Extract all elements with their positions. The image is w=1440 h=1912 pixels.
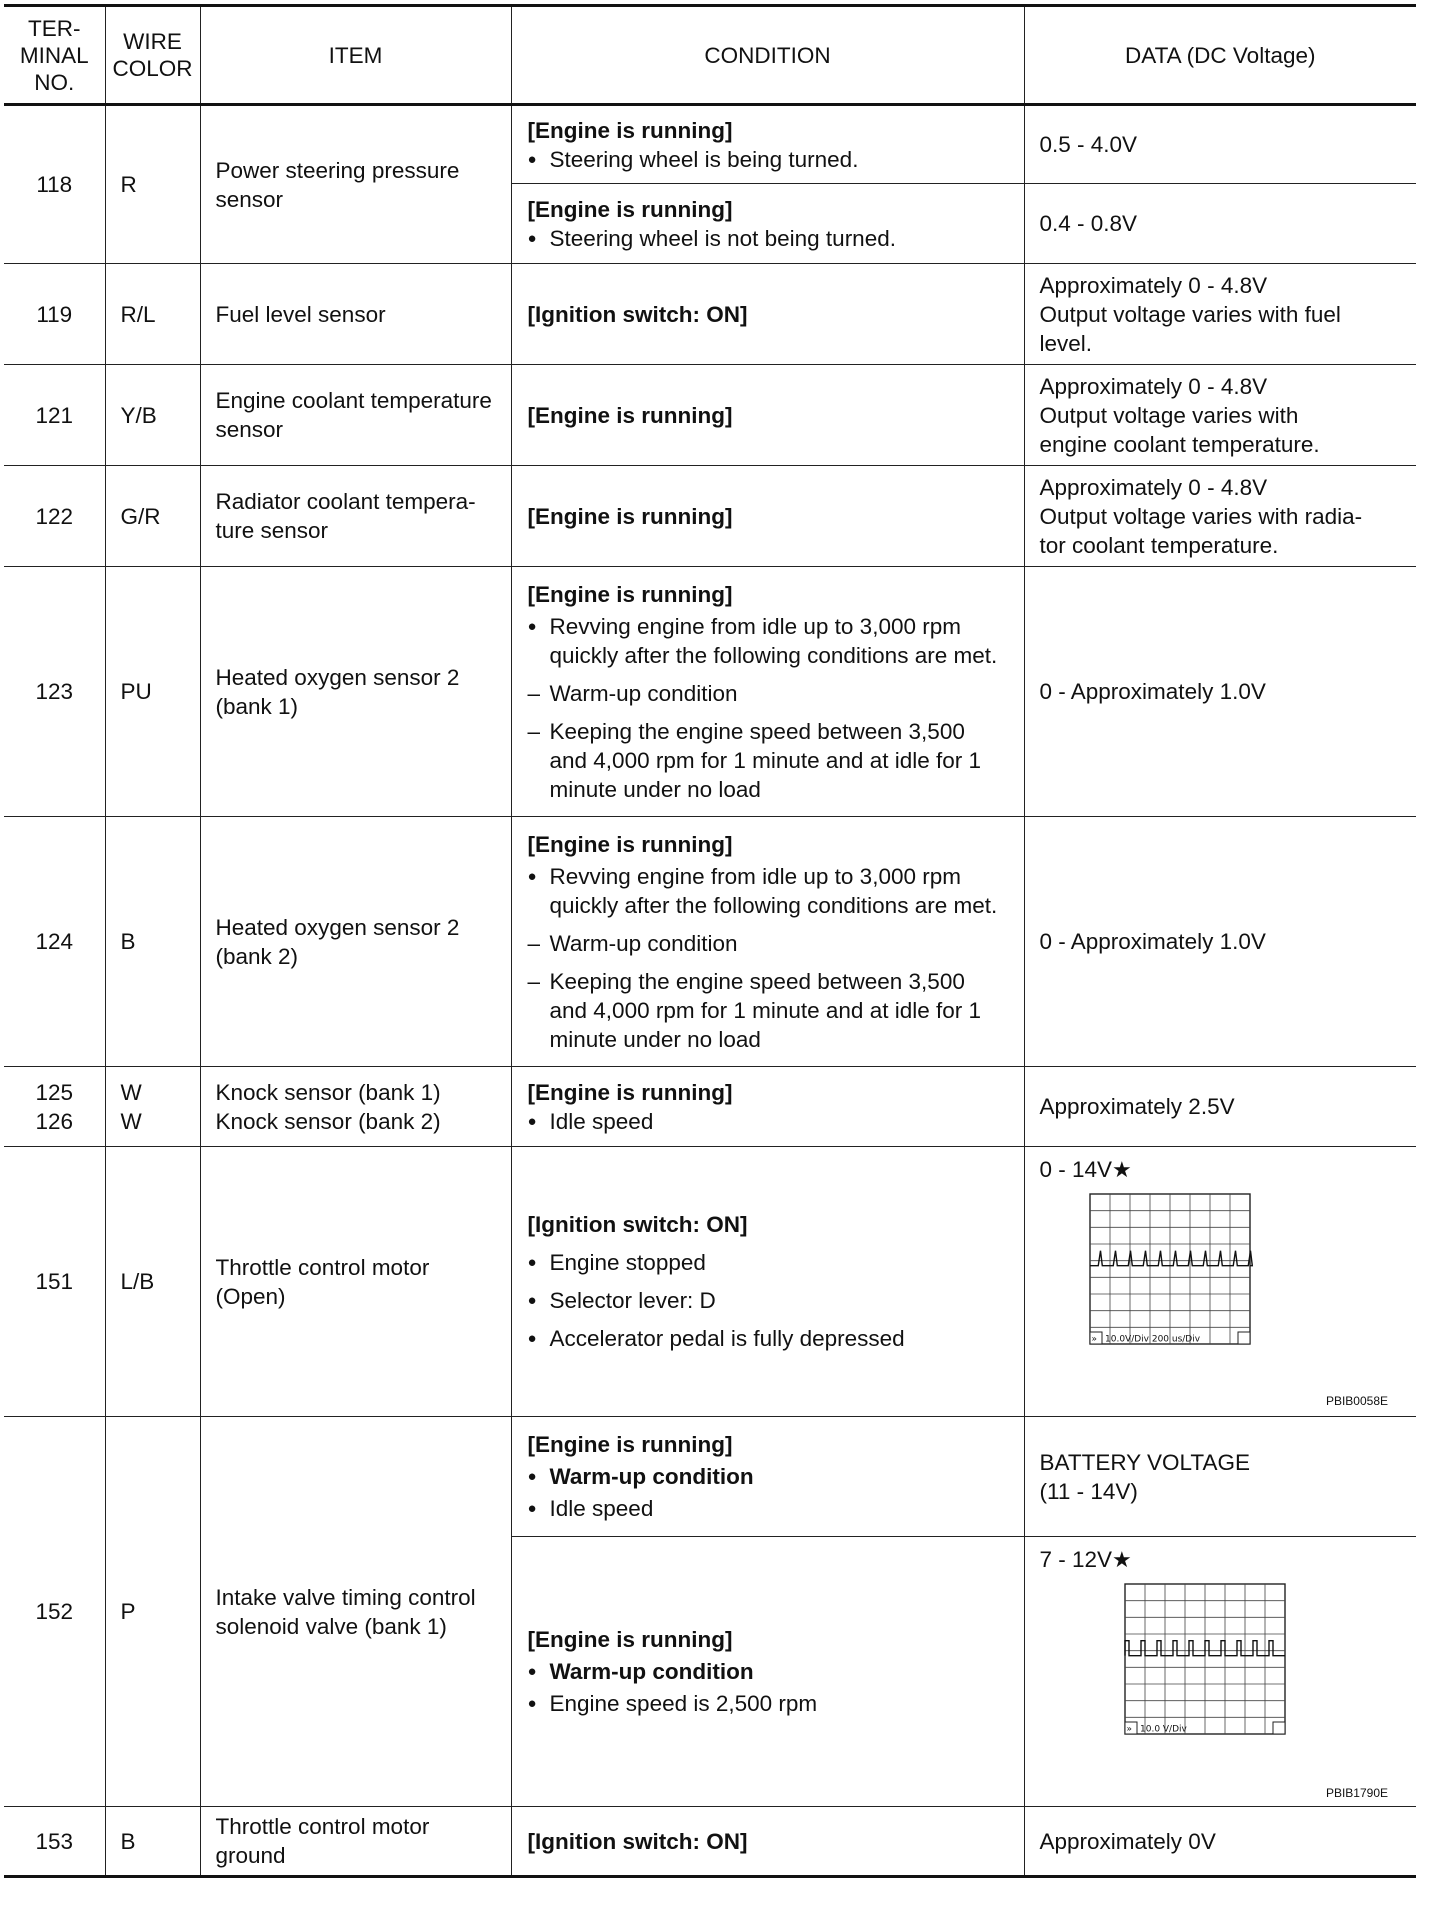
terminal-cell: 152 (4, 1417, 105, 1807)
terminal-cell: 122 (4, 466, 105, 567)
data-cell: Approximately 0 - 4.8V Output voltage varies with engine coolant temperature. (1024, 365, 1416, 466)
wire-color-cell: L/B (105, 1147, 200, 1417)
data-cell: 0.5 - 4.0V (1024, 105, 1416, 184)
table-row-123 (4, 567, 1416, 817)
header-data: DATA (DC Voltage) (1024, 6, 1416, 105)
terminal-cell: 153 (4, 1807, 105, 1877)
oscilloscope-waveform (1040, 1574, 1400, 1760)
scope-scale-label: 10.0 V/Div (1139, 1724, 1187, 1735)
figure-reference: PBIB1790E (1325, 1786, 1388, 1800)
bullet-icon: ● (527, 617, 537, 635)
condition-cell: [Ignition switch: ON] ● Engine stopped ● Selector lever: D ● Accelerator pedal is fully depressed (511, 1147, 1024, 1417)
table-row-153 (4, 1807, 1416, 1877)
terminal-cell: 123 (4, 567, 105, 817)
scope-corner-box (1273, 1722, 1285, 1734)
table-row-152a (4, 1417, 1416, 1537)
table-row-125-126 (4, 1067, 1416, 1147)
bullet-icon: ● (527, 1292, 537, 1309)
terminal-cell: 125 126 (4, 1067, 105, 1147)
condition-cell: [Engine is running] ● Revving engine from idle up to 3,000 rpm quickly after the following conditions are met. – Warm-up condition – Keeping the engine speed between 3,500 and 4,000 rpm for 1 minute and at idle for 1 minute under no load (511, 567, 1024, 817)
data-cell: 0 - Approximately 1.0V (1024, 817, 1416, 1067)
data-cell: Approximately 0 - 4.8V Output voltage varies with fuel level. (1024, 264, 1416, 365)
wire-color-cell: P (105, 1417, 200, 1807)
data-cell: Approximately 0V (1024, 1807, 1416, 1877)
terminal-cell: 119 (4, 264, 105, 365)
header-condition: CONDITION (511, 6, 1024, 105)
item-cell: Engine coolant temperature sensor (200, 365, 511, 466)
wire-color-cell: W W (105, 1067, 200, 1147)
condition-cell: [Engine is running] (511, 466, 1024, 567)
item-cell: Radiator coolant tempera- ture sensor (200, 466, 511, 567)
data-cell: 7 - 12V★ » 10.0 V/Div PBIB1790E (1024, 1537, 1416, 1807)
data-cell: 0 - Approximately 1.0V (1024, 567, 1416, 817)
condition-cell: [Engine is running] ● Revving engine from idle up to 3,000 rpm quickly after the following conditions are met. – Warm-up condition – Keeping the engine speed between 3,500 and 4,000 rpm for 1 minute and at idle for 1 minute under no load (511, 817, 1024, 1067)
condition-cell: [Engine is running] ● Warm-up condition ● Idle speed (511, 1417, 1024, 1537)
condition-cell: [Engine is running] ● Steering wheel is being turned. (511, 105, 1024, 184)
scope-arrow-icon: » (1091, 1334, 1097, 1345)
wire-color-cell: R/L (105, 264, 200, 365)
table-row-151 (4, 1147, 1416, 1417)
bullet-icon: ● (527, 1695, 537, 1712)
bullet-icon: ● (527, 1500, 537, 1517)
bullet-icon: ● (527, 150, 537, 168)
oscilloscope-waveform (1040, 1184, 1400, 1370)
scope-corner-box (1238, 1332, 1250, 1344)
wire-color-cell: G/R (105, 466, 200, 567)
wire-color-cell: B (105, 1807, 200, 1877)
dash-icon: – (527, 718, 541, 744)
item-cell: Intake valve timing control solenoid valve (bank 1) (200, 1417, 511, 1807)
figure-reference: PBIB0058E (1325, 1394, 1388, 1408)
scope-scale-label: 10.0V/Div 200 us/Div (1104, 1334, 1200, 1345)
scope-arrow-icon: » (1126, 1724, 1132, 1735)
wire-color-cell: PU (105, 567, 200, 817)
bullet-icon: ● (527, 1254, 537, 1271)
star-icon: ★ (1112, 1157, 1132, 1182)
terminal-cell: 118 (4, 105, 105, 264)
table-row-122 (4, 466, 1416, 567)
bullet-icon: ● (527, 867, 537, 885)
data-cell: BATTERY VOLTAGE (11 - 14V) (1024, 1417, 1416, 1537)
item-cell: Power steering pressure sensor (200, 105, 511, 264)
terminal-cell: 124 (4, 817, 105, 1067)
bullet-icon: ● (527, 229, 537, 247)
data-cell: Approximately 0 - 4.8V Output voltage varies with radia- tor coolant temperature. (1024, 466, 1416, 567)
dash-icon: – (527, 968, 541, 994)
item-cell: Heated oxygen sensor 2 (bank 1) (200, 567, 511, 817)
condition-cell: [Engine is running] (511, 365, 1024, 466)
terminal-cell: 121 (4, 365, 105, 466)
terminal-data-table (4, 4, 1416, 1878)
header-item: ITEM (200, 6, 511, 105)
item-cell: Heated oxygen sensor 2 (bank 2) (200, 817, 511, 1067)
table-header-row (4, 6, 1416, 105)
item-cell: Fuel level sensor (200, 264, 511, 365)
star-icon: ★ (1112, 1547, 1132, 1572)
data-cell: Approximately 2.5V (1024, 1067, 1416, 1147)
bullet-icon: ● (527, 1330, 537, 1347)
bullet-icon: ● (527, 1468, 537, 1485)
table-row-119 (4, 264, 1416, 365)
item-cell: Throttle control motor (Open) (200, 1147, 511, 1417)
wire-color-cell: Y/B (105, 365, 200, 466)
wire-color-cell: B (105, 817, 200, 1067)
data-cell: 0 - 14V★ » 10.0V/Div 200 us/Div PBIB0058E (1024, 1147, 1416, 1417)
condition-cell: [Ignition switch: ON] (511, 1807, 1024, 1877)
table-row-124 (4, 817, 1416, 1067)
table-row-118a (4, 105, 1416, 184)
wire-color-cell: R (105, 105, 200, 264)
condition-cell: [Engine is running] ● Idle speed (511, 1067, 1024, 1147)
table-row-121 (4, 365, 1416, 466)
item-cell: Throttle control motor ground (200, 1807, 511, 1877)
dash-icon: – (527, 930, 541, 956)
bullet-icon: ● (527, 1663, 537, 1680)
data-cell: 0.4 - 0.8V (1024, 184, 1416, 264)
dash-icon: – (527, 680, 541, 706)
condition-cell: [Engine is running] ● Steering wheel is not being turned. (511, 184, 1024, 264)
header-wire-color: WIRE COLOR (105, 6, 200, 105)
condition-cell: [Ignition switch: ON] (511, 264, 1024, 365)
item-cell: Knock sensor (bank 1) Knock sensor (bank 2) (200, 1067, 511, 1147)
terminal-cell: 151 (4, 1147, 105, 1417)
condition-cell: [Engine is running] ● Warm-up condition ● Engine speed is 2,500 rpm (511, 1537, 1024, 1807)
header-terminal: TER- MINAL NO. (4, 6, 105, 105)
bullet-icon: ● (527, 1112, 537, 1130)
